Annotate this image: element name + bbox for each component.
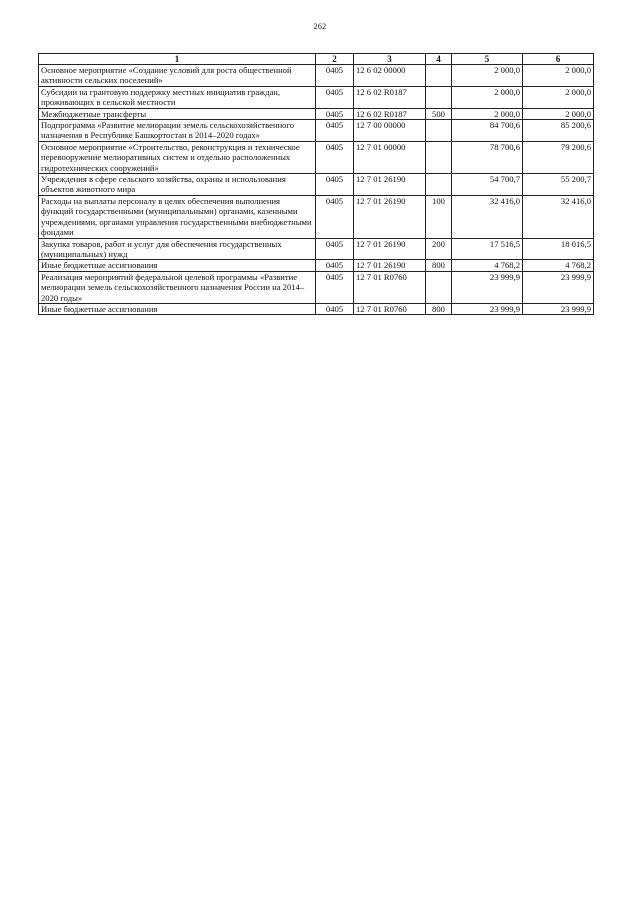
target-article-cell: 12 7 01 26190: [354, 174, 426, 196]
section-code-cell: 0405: [316, 120, 354, 142]
expense-type-cell: [426, 120, 452, 142]
table-row: [39, 65, 594, 87]
amount-year2-cell: 2 000,0: [523, 65, 594, 87]
target-article-cell: 12 7 01 R0760: [354, 271, 426, 303]
budget-table: [38, 53, 594, 315]
expense-type-cell: 500: [426, 108, 452, 119]
table-row: [39, 238, 594, 260]
item-name-cell: Субсидии на грантовую поддержку местных инициатив граждан, проживающих в сельской местности: [39, 86, 316, 108]
amount-year2-cell: 2 000,0: [523, 108, 594, 119]
expense-type-cell: [426, 271, 452, 303]
target-article-cell: 12 7 01 26190: [354, 195, 426, 238]
amount-year2-cell: 18 016,5: [523, 238, 594, 260]
amount-year2-cell: 23 999,9: [523, 303, 594, 314]
target-article-cell: 12 7 00 00000: [354, 120, 426, 142]
target-article-cell: 12 7 01 R0760: [354, 303, 426, 314]
table-row: [39, 195, 594, 238]
section-code-cell: 0405: [316, 238, 354, 260]
item-name-cell: Закупка товаров, работ и услуг для обеспечения государственных (муниципальных) нужд: [39, 238, 316, 260]
expense-type-cell: 200: [426, 238, 452, 260]
expense-type-cell: 100: [426, 195, 452, 238]
item-name-cell: Межбюджетные трансферты: [39, 108, 316, 119]
page-number: 262: [313, 22, 327, 31]
item-name-cell: Основное мероприятие «Создание условий для роста общественной активности сельских поселений»: [39, 65, 316, 87]
amount-year2-cell: 85 200,6: [523, 120, 594, 142]
section-code-cell: 0405: [316, 86, 354, 108]
section-code-cell: 0405: [316, 141, 354, 173]
amount-year2-cell: 79 200,6: [523, 141, 594, 173]
item-name-cell: Основное мероприятие «Строительство, реконструкция и техническое перевооружение мелиоративных систем и отдельно расположенных гидротехнических сооружений»: [39, 141, 316, 173]
item-name-cell: Учреждения в сфере сельского хозяйства, охраны и использования объектов животного мира: [39, 174, 316, 196]
header-cell: 2: [316, 54, 354, 65]
item-name-cell: Иные бюджетные ассигнования: [39, 260, 316, 271]
expense-type-cell: 800: [426, 303, 452, 314]
amount-year2-cell: 32 416,0: [523, 195, 594, 238]
table-row: [39, 303, 594, 314]
table-row: [39, 108, 594, 119]
amount-year1-cell: 54 700,7: [452, 174, 523, 196]
table-row: [39, 120, 594, 142]
expense-type-cell: [426, 86, 452, 108]
amount-year2-cell: 4 768,2: [523, 260, 594, 271]
section-code-cell: 0405: [316, 174, 354, 196]
expense-type-cell: [426, 65, 452, 87]
amount-year2-cell: 23 999,9: [523, 271, 594, 303]
amount-year1-cell: 17 516,5: [452, 238, 523, 260]
header-cell: 6: [523, 54, 594, 65]
amount-year1-cell: 23 999,9: [452, 303, 523, 314]
target-article-cell: 12 7 01 26190: [354, 238, 426, 260]
section-code-cell: 0405: [316, 108, 354, 119]
section-code-cell: 0405: [316, 271, 354, 303]
item-name-cell: Подпрограмма «Развитие мелиорации земель сельскохозяйственного назначения в Республике Башкортостан в 2014–2020 годах»: [39, 120, 316, 142]
item-name-cell: Расходы на выплаты персоналу в целях обеспечения выполнения функций государственными (муниципальными) органами, казенными учреждениями, органами управления государственными внебюджетными фондами: [39, 195, 316, 238]
amount-year2-cell: 55 200,7: [523, 174, 594, 196]
amount-year1-cell: 78 700,6: [452, 141, 523, 173]
header-cell: 3: [354, 54, 426, 65]
target-article-cell: 12 7 01 00000: [354, 141, 426, 173]
section-code-cell: 0405: [316, 303, 354, 314]
section-code-cell: 0405: [316, 260, 354, 271]
amount-year2-cell: 2 000,0: [523, 86, 594, 108]
header-cell: 5: [452, 54, 523, 65]
amount-year1-cell: 4 768,2: [452, 260, 523, 271]
expense-type-cell: [426, 174, 452, 196]
target-article-cell: 12 6 02 R0187: [354, 86, 426, 108]
amount-year1-cell: 23 999,9: [452, 271, 523, 303]
amount-year1-cell: 84 700,6: [452, 120, 523, 142]
target-article-cell: 12 6 02 00000: [354, 65, 426, 87]
target-article-cell: 12 7 01 26190: [354, 260, 426, 271]
expense-type-cell: [426, 141, 452, 173]
table-row: [39, 260, 594, 271]
table-row: [39, 141, 594, 173]
header-row: [39, 54, 594, 65]
amount-year1-cell: 2 000,0: [452, 86, 523, 108]
item-name-cell: Реализация мероприятий федеральной целевой программы «Развитие мелиорации земель сельскохозяйственного назначения России на 2014–2020 годы»: [39, 271, 316, 303]
header-cell: 4: [426, 54, 452, 65]
amount-year1-cell: 2 000,0: [452, 108, 523, 119]
target-article-cell: 12 6 02 R0187: [354, 108, 426, 119]
table-row: [39, 271, 594, 303]
section-code-cell: 0405: [316, 65, 354, 87]
header-cell: 1: [39, 54, 316, 65]
expense-type-cell: 800: [426, 260, 452, 271]
section-code-cell: 0405: [316, 195, 354, 238]
item-name-cell: Иные бюджетные ассигнования: [39, 303, 316, 314]
table-row: [39, 174, 594, 196]
table-row: [39, 86, 594, 108]
amount-year1-cell: 2 000,0: [452, 65, 523, 87]
amount-year1-cell: 32 416,0: [452, 195, 523, 238]
